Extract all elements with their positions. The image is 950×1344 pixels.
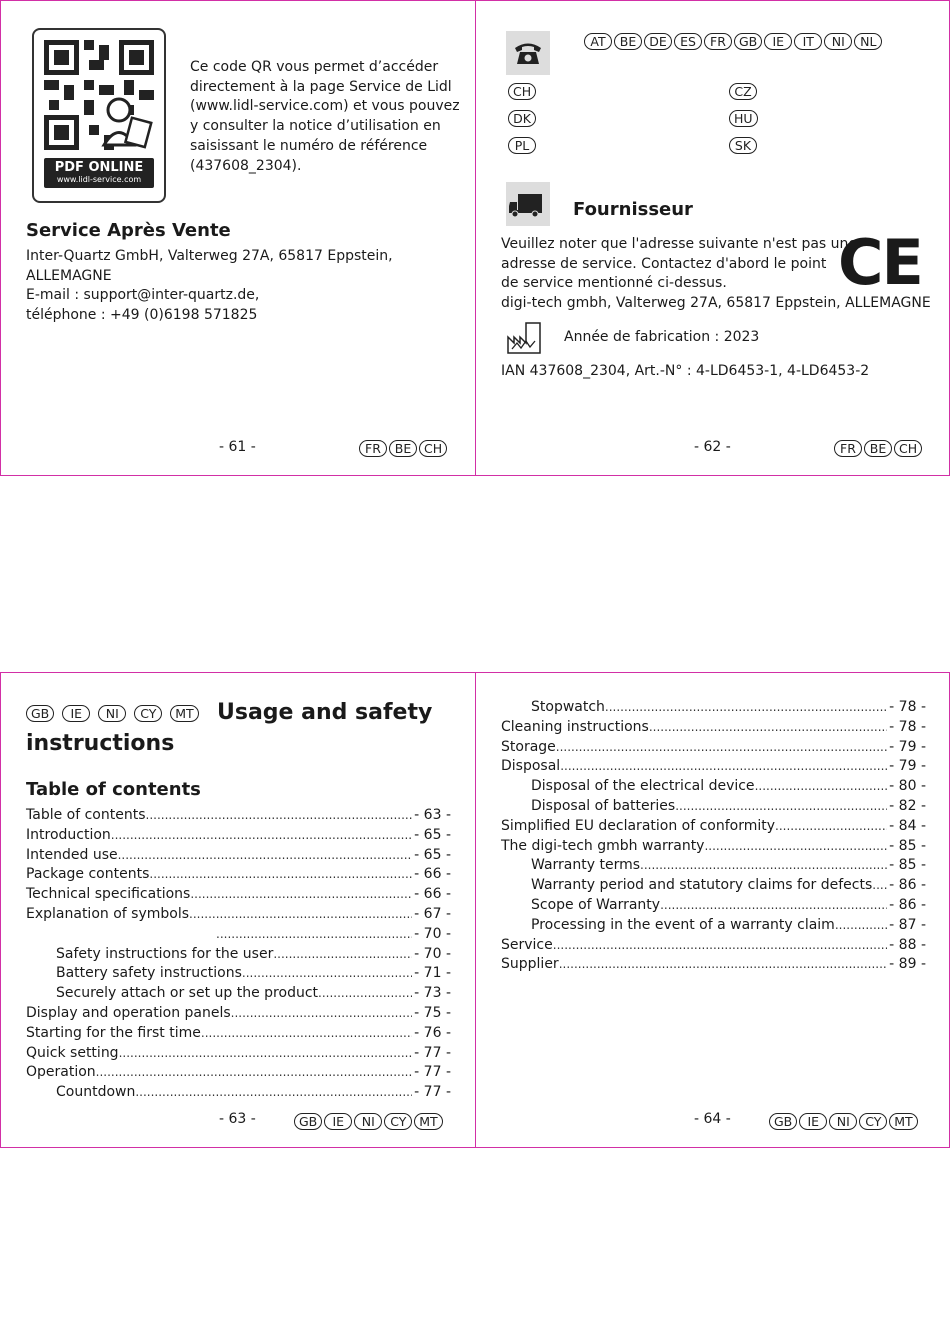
toc-heading: Table of contents: [26, 779, 201, 800]
page-63: [0, 672, 476, 1148]
toc-title: Technical specifications: [26, 886, 191, 903]
toc-title: Battery safety instructions: [56, 965, 242, 982]
toc-row[interactable]: [501, 837, 926, 857]
country-code: FR: [704, 33, 732, 50]
toc-page: - 85 -: [889, 837, 926, 854]
toc-page: - 75 -: [414, 1004, 451, 1021]
toc-page: - 80 -: [889, 778, 926, 795]
manufacture-year: Année de fabrication : 2023: [564, 329, 760, 345]
toc-row[interactable]: [501, 718, 926, 738]
country-code: FR: [834, 440, 862, 457]
toc-row[interactable]: [26, 1024, 451, 1044]
telephone-icon: [506, 31, 550, 75]
country-code: NL: [854, 33, 882, 50]
ian-article-number: IAN 437608_2304, Art.-N° : 4-LD6453-1, 4-LD6453-2: [501, 363, 870, 379]
text-line: E-mail : support@inter-quartz.de,: [26, 287, 260, 304]
toc-title: Package contents: [26, 866, 150, 883]
ce-mark-icon: CE: [838, 226, 922, 299]
factory-icon: [506, 321, 542, 355]
toc-title: [26, 925, 216, 945]
text-line: Veuillez noter que l'adresse suivante n'est pas une: [501, 236, 858, 252]
country-codes: [359, 440, 447, 457]
toc-page: - 88 -: [889, 936, 926, 953]
toc-page: - 71 -: [414, 965, 451, 982]
country-code: CY: [859, 1113, 887, 1130]
toc-page: - 77 -: [414, 1084, 451, 1101]
pdf-online-label: PDF ONLINE: [54, 160, 144, 175]
pdf-online-url: www.lidl-service.com: [56, 175, 142, 184]
page-number: - 62 -: [694, 439, 731, 455]
country-code: AT: [584, 33, 612, 50]
toc-title: Cleaning instructions: [501, 718, 649, 735]
toc-page: - 67 -: [414, 905, 451, 922]
country-code: GB: [734, 33, 762, 50]
toc-page: - 77 -: [414, 1064, 451, 1081]
country-code: FR: [359, 440, 387, 457]
toc-page: - 63 -: [414, 807, 451, 823]
title-country-codes: [26, 705, 199, 722]
text-line: Ce code QR vous permet d’accéder: [190, 59, 439, 75]
toc-page: - 85 -: [889, 857, 926, 874]
table-of-contents: [26, 806, 451, 1103]
country-code: PL: [508, 137, 536, 154]
phone-country-codes: [584, 33, 882, 50]
toc-page: - 70 -: [414, 945, 451, 962]
toc-row[interactable]: [26, 1083, 451, 1103]
country-code: CH: [508, 83, 536, 100]
toc-row[interactable]: [501, 916, 926, 936]
text-line: (437608_2304).: [190, 157, 302, 174]
toc-row[interactable]: [501, 936, 926, 956]
toc-row[interactable]: [26, 846, 451, 866]
page-64: [475, 672, 950, 1148]
toc-page: - 86 -: [889, 877, 926, 894]
toc-row[interactable]: [501, 797, 926, 817]
page-number: - 64 -: [694, 1111, 731, 1127]
country-code: NI: [824, 33, 852, 50]
toc-title: Display and operation panels: [26, 1004, 231, 1021]
toc-row[interactable]: [26, 865, 451, 885]
text-line: Inter-Quartz GmbH, Valterweg 27A, 65817 Eppstein,: [26, 248, 393, 264]
toc-row[interactable]: [26, 905, 451, 925]
toc-page: - 82 -: [889, 797, 926, 814]
toc-title: Explanation of symbols: [26, 905, 190, 922]
country-code: CH: [894, 440, 922, 457]
text-line: y consulter la notice d’utilisation en: [190, 118, 441, 135]
page-number: - 63 -: [219, 1111, 256, 1127]
toc-title: Disposal of the electrical device: [531, 778, 755, 795]
text-line: (www.lidl-service.com) et vous pouvez: [190, 98, 460, 115]
country-code: MT: [414, 1113, 442, 1130]
toc-title: Service: [501, 936, 553, 953]
text-line: de service mentionné ci-dessus.: [501, 275, 727, 292]
toc-title: Securely attach or set up the product: [56, 985, 319, 1002]
toc-row[interactable]: [26, 984, 451, 1004]
toc-row[interactable]: [26, 1044, 451, 1064]
country-code: NI: [354, 1113, 382, 1130]
toc-row[interactable]: [26, 1063, 451, 1083]
toc-title: Warranty terms: [531, 857, 641, 874]
qr-code-card: [32, 28, 166, 203]
country-code: IT: [794, 33, 822, 50]
toc-row[interactable]: [501, 777, 926, 797]
country-code: IE: [764, 33, 792, 50]
toc-title: Countdown: [56, 1084, 136, 1101]
country-codes: [294, 1113, 443, 1130]
toc-page: - 78 -: [889, 699, 926, 715]
text-line: saisissant le numéro de référence: [190, 137, 428, 154]
country-code: GB: [294, 1113, 322, 1130]
country-code: ES: [674, 33, 702, 50]
country-code: NI: [98, 705, 126, 722]
page-62: [475, 0, 950, 476]
country-code: MT: [889, 1113, 917, 1130]
pdf-online-badge: [44, 158, 154, 188]
toc-title: Intended use: [26, 846, 118, 863]
toc-title: The digi-tech gmbh warranty: [501, 837, 705, 854]
toc-row[interactable]: [26, 806, 451, 826]
country-code: GB: [769, 1113, 797, 1130]
page-61: [0, 0, 476, 476]
toc-title: Processing in the event of a warranty claim: [531, 916, 835, 933]
text-line: ALLEMAGNE: [26, 267, 112, 284]
text-line: adresse de service. Contactez d'abord le point: [501, 255, 827, 272]
toc-title: Storage: [501, 738, 556, 755]
toc-title: Starting for the first time: [26, 1024, 201, 1041]
qr-description: [190, 58, 460, 176]
service-heading: Service Après Vente: [26, 220, 231, 241]
country-code: BE: [614, 33, 642, 50]
toc-page: - 84 -: [889, 817, 926, 834]
toc-page: - 78 -: [889, 718, 926, 735]
toc-title: Stopwatch: [531, 699, 605, 715]
toc-page: - 70 -: [414, 925, 451, 942]
toc-title: Introduction: [26, 826, 111, 843]
toc-title: Quick setting: [26, 1044, 119, 1061]
country-codes: [769, 1113, 918, 1130]
truck-icon: [506, 182, 550, 226]
page-title: Usage and safety: [217, 700, 433, 725]
toc-page: - 79 -: [889, 758, 926, 775]
toc-title: Warranty period and statutory claims for defects: [531, 877, 873, 894]
country-code: GB: [26, 705, 54, 722]
toc-title: Simplified EU declaration of conformity: [501, 817, 776, 834]
country-code: CY: [134, 705, 162, 722]
country-code: DE: [644, 33, 672, 50]
country-codes: [834, 440, 922, 457]
toc-row[interactable]: [26, 964, 451, 984]
toc-page: - 79 -: [889, 738, 926, 755]
country-code: SK: [729, 137, 757, 154]
text-line: téléphone : +49 (0)6198 571825: [26, 307, 258, 324]
toc-title: Table of contents: [26, 807, 146, 823]
text-line: directement à la page Service de Lidl: [190, 78, 452, 95]
toc-page: - 73 -: [414, 985, 451, 1002]
toc-row[interactable]: [501, 738, 926, 758]
country-code: CY: [384, 1113, 412, 1130]
toc-page: - 66 -: [414, 866, 451, 883]
country-code: BE: [864, 440, 892, 457]
country-code: IE: [799, 1113, 827, 1130]
toc-row[interactable]: [501, 876, 926, 896]
toc-page: - 76 -: [414, 1024, 451, 1041]
toc-title: Scope of Warranty: [531, 896, 661, 913]
qr-code-icon: [44, 40, 154, 150]
country-code: DK: [508, 110, 536, 127]
country-code: CH: [419, 440, 447, 457]
country-code: IE: [324, 1113, 352, 1130]
supplier-heading: Fournisseur: [573, 199, 693, 220]
page-title-continued: instructions: [26, 731, 175, 756]
toc-row[interactable]: [501, 698, 926, 718]
text-line: digi-tech gmbh, Valterweg 27A, 65817 Eppstein, ALLEMAGNE: [501, 295, 931, 312]
country-code: HU: [729, 110, 758, 127]
toc-page: - 89 -: [889, 956, 926, 973]
toc-row[interactable]: [501, 896, 926, 916]
service-address: [26, 247, 466, 326]
toc-row[interactable]: [26, 925, 451, 945]
toc-title: Operation: [26, 1064, 96, 1081]
toc-page: - 77 -: [414, 1044, 451, 1061]
country-code: CZ: [729, 83, 757, 100]
toc-title: Disposal: [501, 758, 561, 775]
toc-page: - 66 -: [414, 886, 451, 903]
toc-row[interactable]: [26, 1004, 451, 1024]
toc-page: - 65 -: [414, 826, 451, 843]
toc-row[interactable]: [26, 885, 451, 905]
toc-row[interactable]: [501, 856, 926, 876]
toc-title: Disposal of batteries: [531, 797, 676, 814]
toc-title: Supplier: [501, 956, 559, 973]
toc-row[interactable]: [26, 945, 451, 965]
toc-row[interactable]: [501, 757, 926, 777]
toc-row[interactable]: [501, 817, 926, 837]
country-code: NI: [829, 1113, 857, 1130]
toc-page: - 86 -: [889, 896, 926, 913]
toc-title: Safety instructions for the user: [56, 945, 274, 962]
toc-row[interactable]: [26, 826, 451, 846]
page-number: - 61 -: [219, 439, 256, 455]
country-code: BE: [389, 440, 417, 457]
table-of-contents-continued: [501, 698, 926, 975]
toc-page: - 87 -: [889, 916, 926, 933]
toc-row[interactable]: [501, 955, 926, 975]
toc-page: - 65 -: [414, 846, 451, 863]
country-code: MT: [170, 705, 198, 722]
country-code: IE: [62, 705, 90, 722]
